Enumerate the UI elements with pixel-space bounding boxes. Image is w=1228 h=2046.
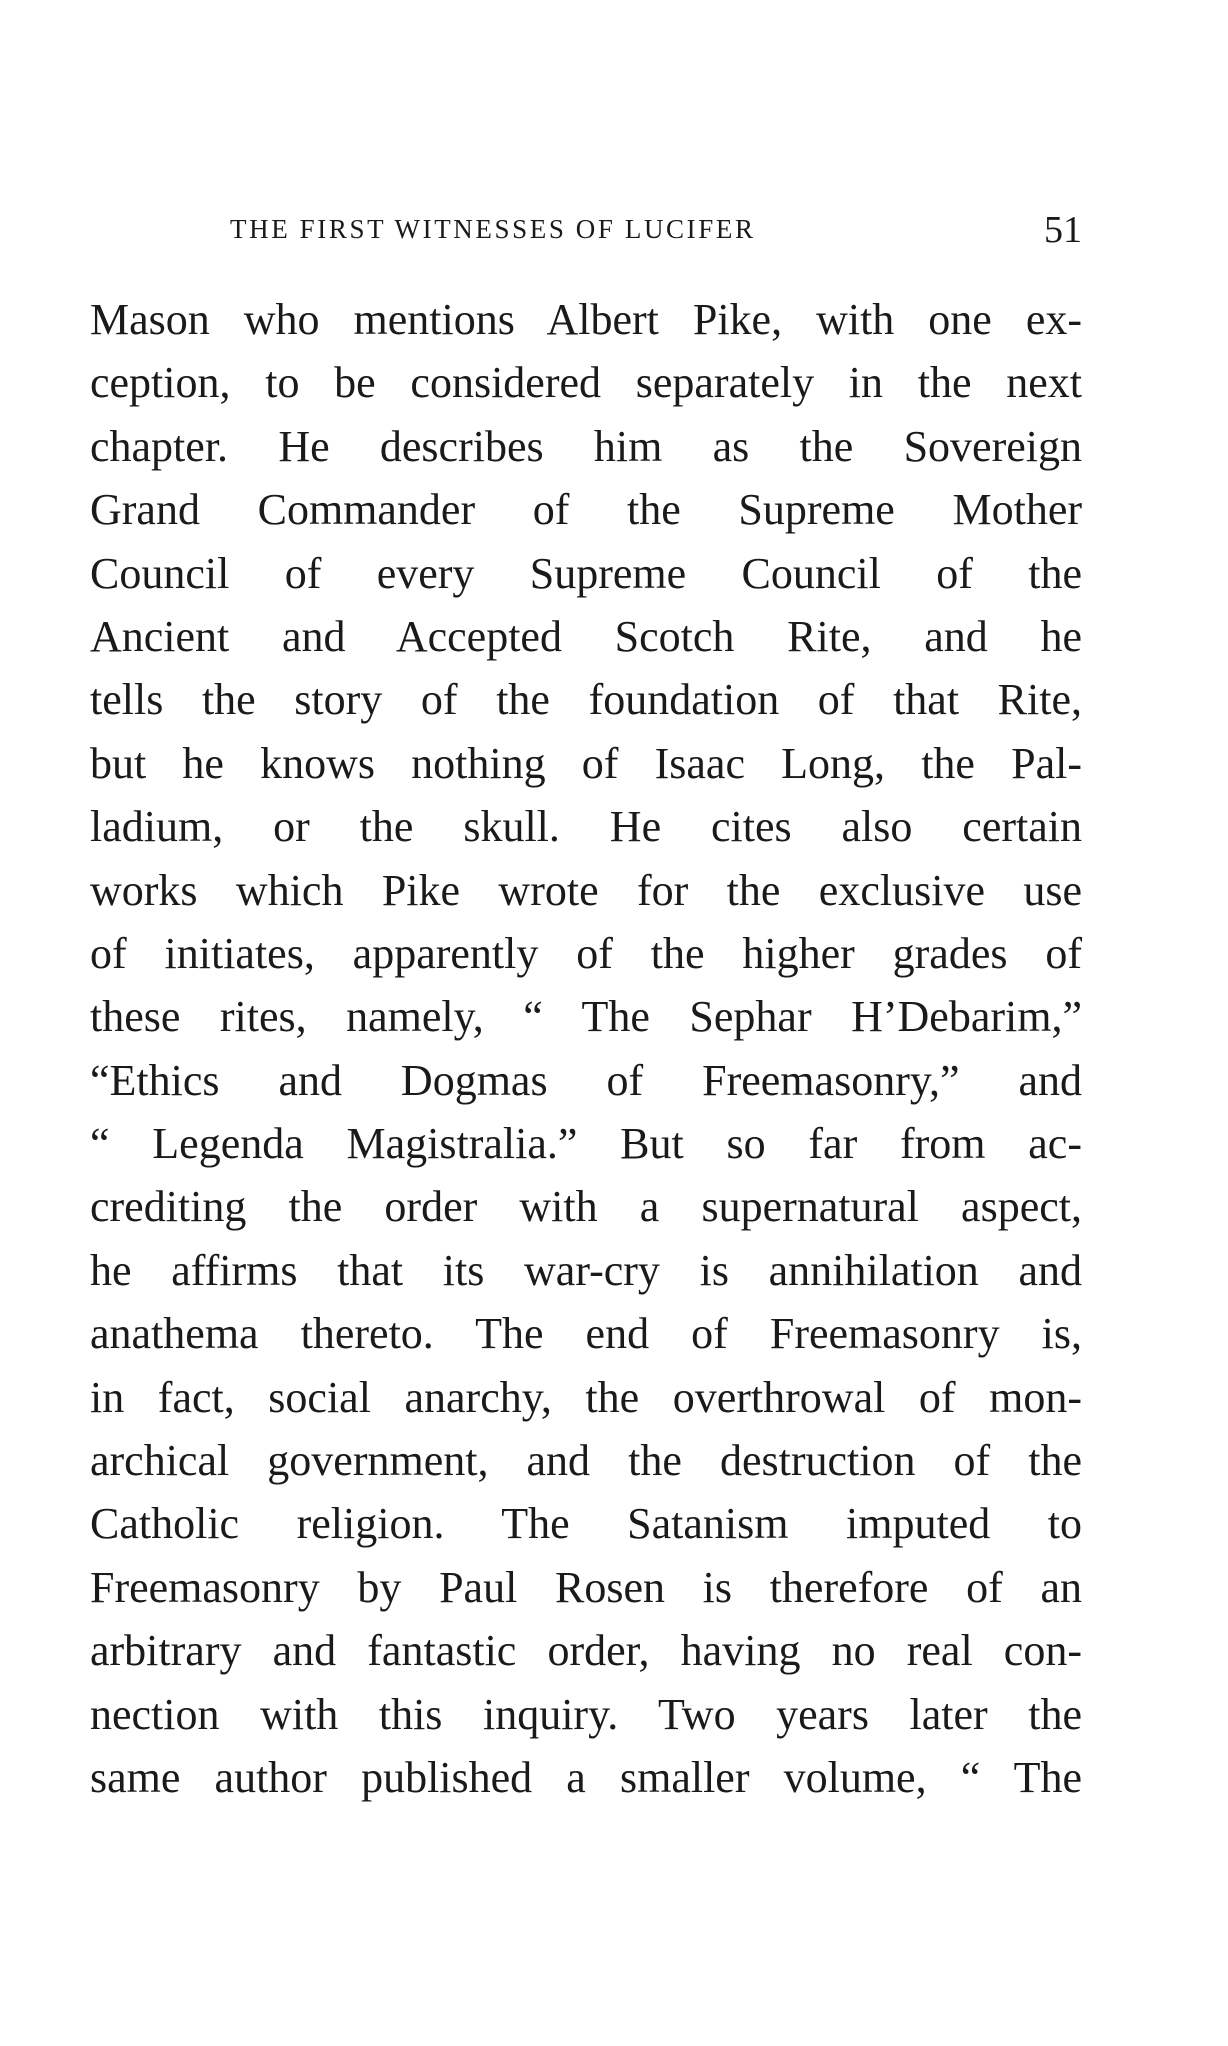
text-line: of initiates, apparently of the higher grades of xyxy=(90,928,1082,978)
running-head xyxy=(230,208,1082,251)
text-line: nection with this inquiry. Two years later the xyxy=(90,1689,1082,1739)
text-line: these rites, namely, “ The Sephar H’Debarim,” xyxy=(90,992,1082,1042)
text-line: ladium, or the skull. He cites also certain xyxy=(90,802,1082,852)
text-line: Council of every Supreme Council of the xyxy=(90,548,1082,598)
running-title: THE FIRST WITNESSES OF LUCIFER xyxy=(230,214,756,244)
text-line: Mason who mentions Albert Pike, with one ex- xyxy=(90,295,1082,344)
text-line: Freemasonry by Paul Rosen is therefore of an xyxy=(90,1562,1082,1612)
page-number: 51 xyxy=(1044,209,1082,251)
text-line: crediting the order with a supernatural aspect, xyxy=(90,1182,1082,1232)
text-line: same author published a smaller volume, “ The xyxy=(90,1752,1082,1802)
text-line: “Ethics and Dogmas of Freemasonry,” and xyxy=(90,1055,1082,1105)
text-line: arbitrary and fantastic order, having no real con- xyxy=(90,1626,1082,1676)
text-line: chapter. He describes him as the Sovereign xyxy=(90,421,1082,471)
text-line: “ Legenda Magistralia.” But so far from ac- xyxy=(90,1119,1082,1169)
text-line: but he knows nothing of Isaac Long, the Pal- xyxy=(90,738,1082,788)
text-line: anathema thereto. The end of Freemasonry is, xyxy=(90,1309,1082,1359)
text-line: Catholic religion. The Satanism imputed to xyxy=(90,1499,1082,1549)
text-line: Grand Commander of the Supreme Mother xyxy=(90,485,1082,535)
text-line: ception, to be considered separately in the next xyxy=(90,358,1082,408)
text-line: works which Pike wrote for the exclusive use xyxy=(90,865,1082,915)
text-line: he affirms that its war-cry is annihilation and xyxy=(90,1245,1082,1295)
text-line: tells the story of the foundation of that Rite, xyxy=(90,675,1082,725)
text-line: in fact, social anarchy, the overthrowal of mon- xyxy=(90,1372,1082,1422)
text-line: Ancient and Accepted Scotch Rite, and he xyxy=(90,611,1082,661)
body-paragraph xyxy=(90,288,1082,1809)
text-line: archical government, and the destruction of the xyxy=(90,1436,1082,1486)
